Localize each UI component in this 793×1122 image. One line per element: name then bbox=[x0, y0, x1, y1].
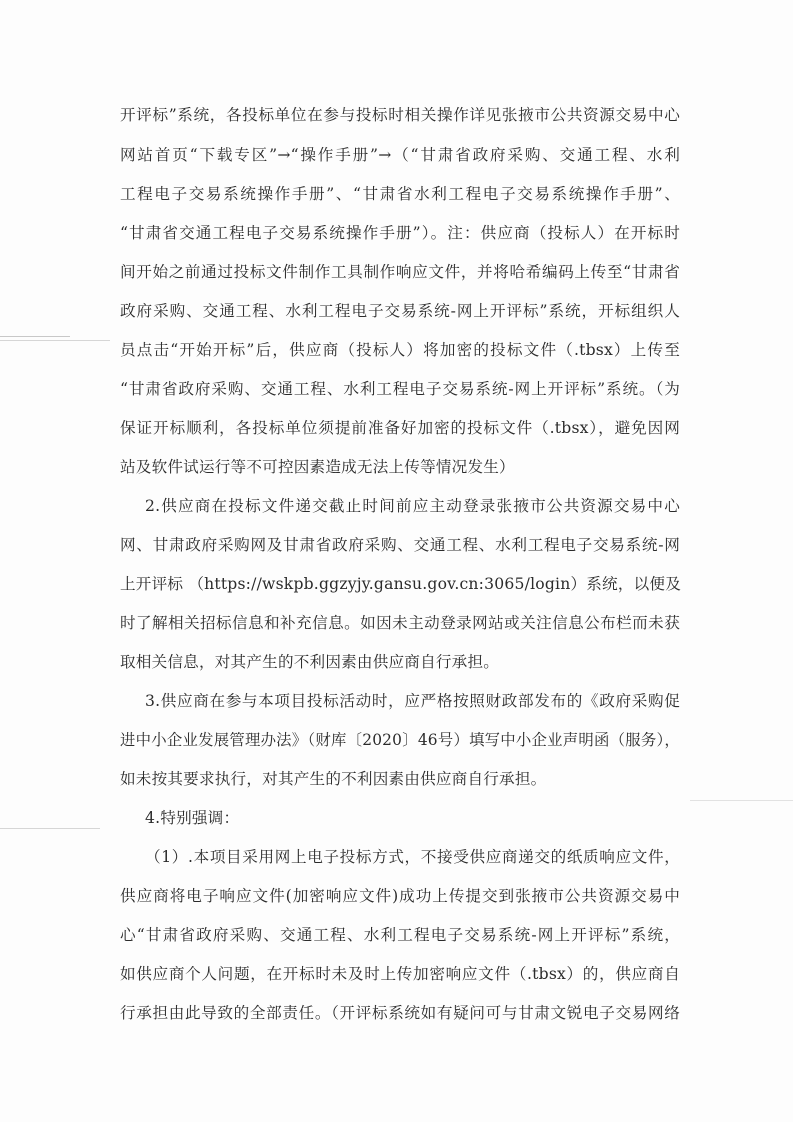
paragraph-line: 开评标”系统，各投标单位在参与投标时相关操作详见张掖市公共资源交易中心 bbox=[120, 106, 680, 124]
paragraph-line: 进中小企业发展管理办法》（财库〔2020〕46号）填写中小企业声明函（服务）， bbox=[120, 731, 680, 749]
scan-artifact bbox=[0, 828, 100, 829]
scan-artifact bbox=[690, 800, 793, 801]
paragraph-line: 供应商将电子响应文件(加密响应文件)成功上传提交到张掖市公共资源交易中 bbox=[120, 887, 680, 905]
paragraph-line: （1）.本项目采用网上电子投标方式，不接受供应商递交的纸质响应文件， bbox=[145, 848, 680, 866]
scan-artifact bbox=[0, 336, 70, 337]
paragraph-line: 工程电子交易系统操作手册”、“甘肃省水利工程电子交易系统操作手册”、 bbox=[120, 185, 680, 203]
paragraph-line: 政府采购、交通工程、水利工程电子交易系统-网上开评标”系统，开标组织人 bbox=[120, 302, 680, 320]
paragraph-line: 网站首页“下载专区”→“操作手册”→（“甘肃省政府采购、交通工程、水利 bbox=[120, 146, 680, 164]
paragraph-line: 网、甘肃政府采购网及甘肃省政府采购、交通工程、水利工程电子交易系统-网 bbox=[120, 536, 680, 554]
scan-artifact bbox=[0, 340, 110, 341]
paragraph-line: 员点击“开始开标”后，供应商（投标人）将加密的投标文件（.tbsx）上传至 bbox=[120, 341, 680, 359]
paragraph-line: “甘肃省政府采购、交通工程、水利工程电子交易系统-网上开评标”系统。（为 bbox=[120, 380, 680, 398]
paragraph-line: 2.供应商在投标文件递交截止时间前应主动登录张掖市公共资源交易中心 bbox=[145, 497, 680, 515]
paragraph-line: “甘肃省交通工程电子交易系统操作手册”）。注：供应商（投标人）在开标时 bbox=[120, 224, 680, 242]
paragraph-line: 心“甘肃省政府采购、交通工程、水利工程电子交易系统-网上开评标”系统， bbox=[120, 926, 680, 944]
section-heading: 4.特别强调： bbox=[145, 809, 240, 827]
paragraph-line: 3.供应商在参与本项目投标活动时，应严格按照财政部发布的《政府采购促 bbox=[145, 692, 680, 710]
paragraph-line: 间开始之前通过投标文件制作工具制作响应文件，并将哈希编码上传至“甘肃省 bbox=[120, 263, 680, 281]
paragraph-line: 时了解相关招标信息和补充信息。如因未主动登录网站或关注信息公布栏而未获 bbox=[120, 614, 680, 632]
paragraph-line: 取相关信息，对其产生的不利因素由供应商自行承担。 bbox=[120, 653, 500, 671]
paragraph-line: 行承担由此导致的全部责任。（开评标系统如有疑问可与甘肃文锐电子交易网络 bbox=[120, 1004, 680, 1022]
paragraph-line: 如未按其要求执行，对其产生的不利因素由供应商自行承担。 bbox=[120, 770, 547, 788]
paragraph-line: 站及软件试运行等不可控因素造成无法上传等情况发生） bbox=[120, 458, 515, 476]
paragraph-line: 上开评标 （https://wskpb.ggzyjy.gansu.gov.cn:3065/login）系统，以便及 bbox=[120, 575, 682, 593]
paragraph-line: 保证开标顺利，各投标单位须提前准备好加密的投标文件（.tbsx），避免因网 bbox=[120, 419, 680, 437]
paragraph-line: 如供应商个人问题，在开标时未及时上传加密响应文件（.tbsx）的，供应商自 bbox=[120, 965, 680, 983]
